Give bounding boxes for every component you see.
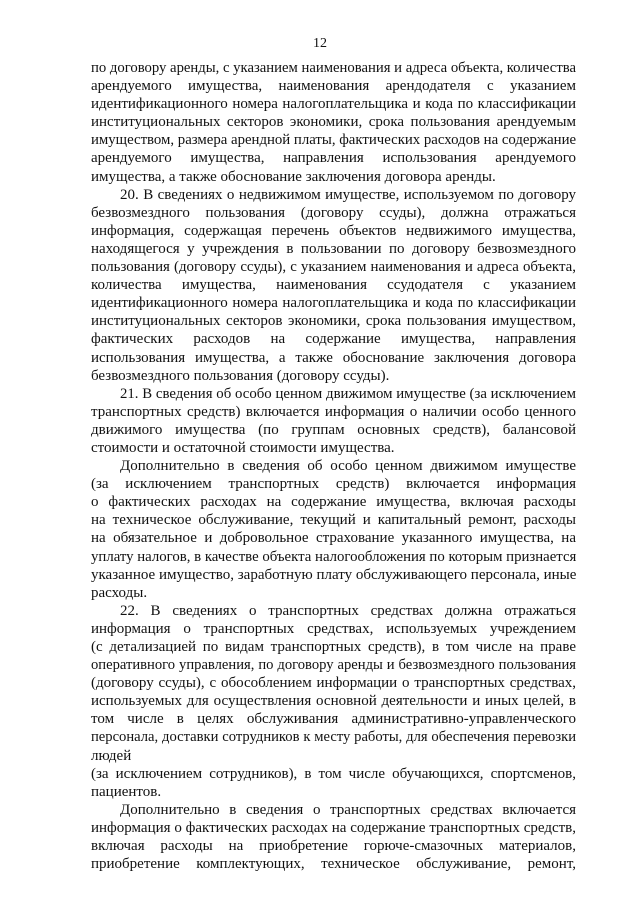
text-line: институциональных секторов экономики, срока пользования имуществом, [91, 313, 576, 330]
text-line: пациентов. [91, 783, 162, 800]
text-line: 21. В сведения об особо ценном движимом имуществе (за исключением [120, 385, 576, 402]
text-line: арендуемого имущества, направления использования арендуемого [91, 150, 576, 167]
text-line: идентификационного номера налогоплательщика и кода по классификации [91, 96, 576, 113]
text-line: о фактических расходах на содержание имущества, включая расходы [91, 494, 576, 511]
text-line: людей [91, 747, 132, 764]
text-line: количества имущества, наименования ссудодателя с указанием [91, 277, 576, 294]
text-line: использования имущества, а также обоснование заключения договора [91, 349, 576, 366]
text-line: безвозмездного пользования (договору ссуды), должна отражаться [91, 204, 576, 221]
text-line: арендуемого имущества, наименования арендодателя с указанием [91, 78, 576, 95]
text-line: 22. В сведениях о транспортных средствах должна отражаться [120, 602, 576, 619]
text-line: безвозмездного пользования (договору ссуды). [91, 367, 390, 384]
text-line: (с детализацией по видам транспортных средств), в том числе на праве [91, 639, 576, 655]
text-line: информация о транспортных средствах, используемых учреждением [91, 620, 576, 637]
text-line: оперативного управления, по договору аренды и безвозмездного пользования [91, 657, 576, 674]
text-line: уплату налогов, в качестве объекта налогообложения по которым признается [91, 548, 577, 565]
text-line: используемых для осуществления основной деятельности и иных целей, в [91, 693, 576, 710]
text-line: Дополнительно в сведения о транспортных средствах включается [120, 801, 576, 818]
text-line: информация о фактических расходах на содержание транспортных средств, [91, 819, 576, 836]
text-line: информация, содержащая перечень объектов недвижимого имущества, [91, 222, 576, 239]
text-line: 20. В сведениях о недвижимом имуществе, используемом по договору [120, 186, 576, 203]
text-line: том числе в целях обслуживания административно-управленческого [91, 711, 576, 728]
text-line: на обязательное и добровольное страхование указанного имущества, на [91, 530, 576, 547]
text-line: (за исключением сотрудников), в том числе обучающихся, спортсменов, [91, 765, 576, 782]
page-number: 12 [313, 36, 327, 51]
text-line: расходы. [91, 584, 148, 601]
text-line: приобретение комплектующих, техническое обслуживание, ремонт, [91, 856, 576, 873]
text-line: на техническое обслуживание, текущий и капитальный ремонт, расходы [91, 512, 576, 529]
text-line: (договору ссуды), с обособлением информации о транспортных средствах, [91, 675, 576, 692]
text-line: имущества, а также обоснование заключения договора аренды. [91, 168, 496, 185]
text-line: персонала, доставки сотрудников к месту работы, для обеспечения перевозки [91, 729, 576, 746]
text-line: Дополнительно в сведения об особо ценном движимом имуществе [120, 458, 576, 475]
document-body [91, 59, 576, 873]
text-line: имуществом, размера арендной платы, фактических расходов на содержание [91, 132, 577, 149]
text-line: институциональных секторов экономики, срока пользования арендуемым [91, 114, 576, 131]
text-line: находящегося у учреждения в пользовании по договору безвозмездного [91, 240, 576, 257]
text-line: по договору аренды, с указанием наименования и адреса объекта, количества [91, 60, 576, 76]
text-line: указанное имущество, заработную плату обслуживающего персонала, иные [91, 566, 577, 583]
text-line: (за исключением транспортных средств) включается информация [91, 476, 576, 493]
text-line: включая расходы на приобретение горюче-смазочных материалов, [91, 838, 576, 855]
text-line: фактических расходов на содержание имущества, направления [91, 331, 576, 348]
text-line: пользования (договору ссуды), с указанием наименования и адреса объекта, [91, 259, 576, 276]
text-line: идентификационного номера налогоплательщика и кода по классификации [91, 295, 576, 312]
text-line: движимого имущества (по группам основных средств), балансовой [91, 421, 576, 438]
text-line: транспортных средств) включается информация о наличии особо ценного [91, 403, 576, 420]
text-line: стоимости и остаточной стоимости имущества. [91, 439, 395, 456]
